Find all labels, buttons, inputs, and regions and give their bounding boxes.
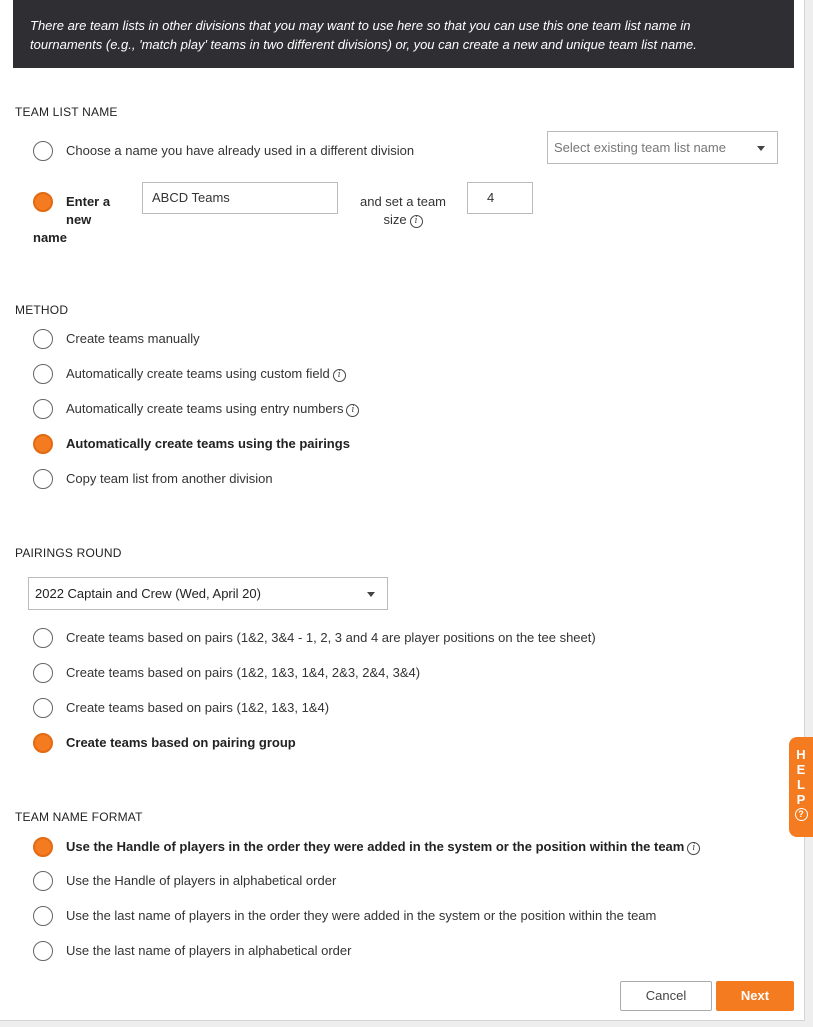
help-tab[interactable] — [789, 737, 813, 837]
radio-lastname-alphabetical[interactable] — [33, 941, 53, 961]
banner-line-1: There are team lists in other divisions that you may want to use here so that you can use this one team list name in — [30, 18, 691, 33]
radio-new-name[interactable] — [33, 192, 53, 212]
method-manual-label: Create teams manually — [66, 331, 200, 346]
method-pairings-label: Automatically create teams using the pairings — [66, 436, 350, 451]
pairings-round-selected: 2022 Captain and Crew (Wed, April 20) — [35, 586, 261, 601]
handle-alphabetical-label: Use the Handle of players in alphabetical order — [66, 873, 337, 888]
help-letter-h: H — [796, 747, 806, 762]
banner-line-2: tournaments (e.g., 'match play' teams in two different divisions) or, you can create a new and unique team list name. — [30, 37, 697, 52]
existing-team-list-select[interactable] — [547, 131, 778, 164]
radio-method-copy[interactable] — [33, 469, 53, 489]
method-entry-numbers-wrap — [66, 401, 359, 417]
method-entry-numbers-label: Automatically create teams using entry numbers — [66, 401, 344, 416]
radio-handle-order-added[interactable] — [33, 837, 53, 857]
pairings-round-title: PAIRINGS ROUND — [15, 546, 122, 560]
team-size-input[interactable]: 4 — [467, 182, 533, 214]
team-size-label-2-wrap — [357, 212, 449, 228]
cancel-button[interactable]: Cancel — [620, 981, 712, 1011]
radio-pairing-group[interactable] — [33, 733, 53, 753]
team-size-label-2: size — [383, 212, 407, 227]
info-icon[interactable]: i — [410, 215, 423, 228]
method-custom-field-label: Automatically create teams using custom field — [66, 366, 330, 381]
info-banner — [13, 0, 794, 68]
lastname-alphabetical-label: Use the last name of players in alphabetical order — [66, 943, 352, 958]
radio-pairs-with-1[interactable] — [33, 698, 53, 718]
existing-name-label: Choose a name you have already used in a different division — [66, 143, 415, 158]
help-letter-p: P — [796, 792, 806, 807]
new-name-label-3: name — [33, 230, 67, 245]
team-name-format-title: TEAM NAME FORMAT — [15, 810, 143, 824]
team-list-name-input[interactable]: ABCD Teams — [142, 182, 338, 214]
radio-lastname-order-added[interactable] — [33, 906, 53, 926]
radio-method-custom-field[interactable] — [33, 364, 53, 384]
new-name-label-2: new — [66, 212, 92, 227]
info-icon[interactable]: i — [687, 842, 700, 855]
radio-handle-alphabetical[interactable] — [33, 871, 53, 891]
radio-method-pairings[interactable] — [33, 434, 53, 454]
help-letter-e: E — [796, 762, 806, 777]
pairs-with-1-label: Create teams based on pairs (1&2, 1&3, 1&4) — [66, 700, 330, 715]
pairing-group-label: Create teams based on pairing group — [66, 735, 296, 750]
new-name-label-1: Enter a — [66, 194, 111, 209]
pairs-all-combos-label: Create teams based on pairs (1&2, 1&3, 1&4, 2&3, 2&4, 3&4) — [66, 665, 421, 680]
method-custom-field-wrap — [66, 366, 346, 382]
handle-order-added-wrap — [66, 839, 700, 855]
existing-team-list-placeholder: Select existing team list name — [554, 140, 726, 155]
method-copy-label: Copy team list from another division — [66, 471, 273, 486]
radio-method-manual[interactable] — [33, 329, 53, 349]
question-circle-icon: ? — [795, 808, 808, 821]
pairs-tee-sheet-label: Create teams based on pairs (1&2, 3&4 - 1, 2, 3 and 4 are player positions on the tee sheet) — [66, 630, 596, 645]
caret-down-icon — [757, 146, 765, 151]
info-icon[interactable]: i — [333, 369, 346, 382]
team-list-name-title: TEAM LIST NAME — [15, 105, 118, 119]
team-size-label-1: and set a team — [360, 194, 446, 209]
handle-order-added-label: Use the Handle of players in the order they were added in the system or the position within the team — [66, 839, 685, 854]
help-letter-l: L — [797, 777, 805, 792]
method-title: METHOD — [15, 303, 69, 317]
radio-existing-name[interactable] — [33, 141, 53, 161]
next-button[interactable]: Next — [716, 981, 794, 1011]
info-icon[interactable]: i — [346, 404, 359, 417]
radio-pairs-all-combos[interactable] — [33, 663, 53, 683]
radio-method-entry-numbers[interactable] — [33, 399, 53, 419]
pairings-round-select[interactable] — [28, 577, 388, 610]
radio-pairs-tee-sheet[interactable] — [33, 628, 53, 648]
caret-down-icon — [367, 592, 375, 597]
lastname-order-added-label: Use the last name of players in the order they were added in the system or the position within the team — [66, 908, 657, 923]
